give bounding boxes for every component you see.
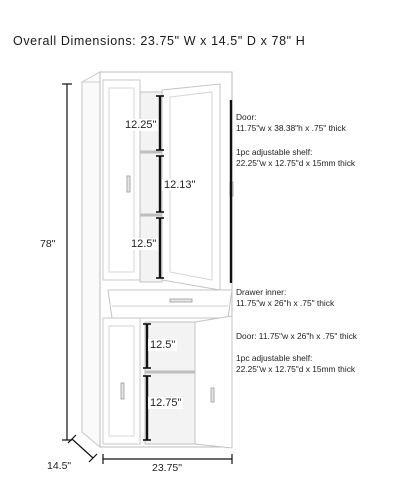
drawer-open xyxy=(108,290,232,318)
cabinet-side-panel xyxy=(82,72,100,447)
depth-dimension-line xyxy=(72,439,93,458)
overall-dimensions-title: Overall Dimensions: 23.75" W x 14.5" D x 78" H xyxy=(13,34,306,48)
upper-shelf-spec-value: 22.25"w x 12.75"d x 15mm thick xyxy=(236,158,356,168)
upper-left-door-handle xyxy=(127,176,130,192)
lower-right-door-open xyxy=(195,316,232,448)
lower-gap-2-label: 12.75" xyxy=(150,397,182,409)
depth-label: 14.5" xyxy=(47,460,72,472)
upper-gap-1-label: 12.25" xyxy=(125,119,157,131)
drawer-spec-title: Drawer inner: xyxy=(236,287,287,297)
lower-left-door-handle xyxy=(121,383,124,399)
height-label: 78" xyxy=(40,238,56,250)
lower-gap-1-label: 12.5" xyxy=(150,339,176,351)
upper-door-spec-value: 11.75"w x 38.38"h x .75" thick xyxy=(236,123,346,133)
upper-door-spec-title: Door: xyxy=(236,112,257,122)
lower-right-door-handle xyxy=(211,388,214,402)
width-label: 23.75" xyxy=(152,462,183,474)
upper-gap-3-label: 12.5" xyxy=(131,238,157,250)
upper-gap-2-label: 12.13" xyxy=(164,179,196,191)
drawer-spec-value: 11.75"w x 26"h x .75" thick xyxy=(236,298,335,308)
upper-shelf-spec-title: 1pc adjustable shelf: xyxy=(236,147,313,157)
lower-shelf-spec-value: 22.25"w x 12.75"d x 15mm thick xyxy=(236,364,356,374)
lower-door-spec: Door: 11.75"w x 26"h x .75" thick xyxy=(236,331,357,341)
lower-shelf-spec-title: 1pc adjustable shelf: xyxy=(236,353,313,363)
drawer-handle xyxy=(170,299,192,302)
